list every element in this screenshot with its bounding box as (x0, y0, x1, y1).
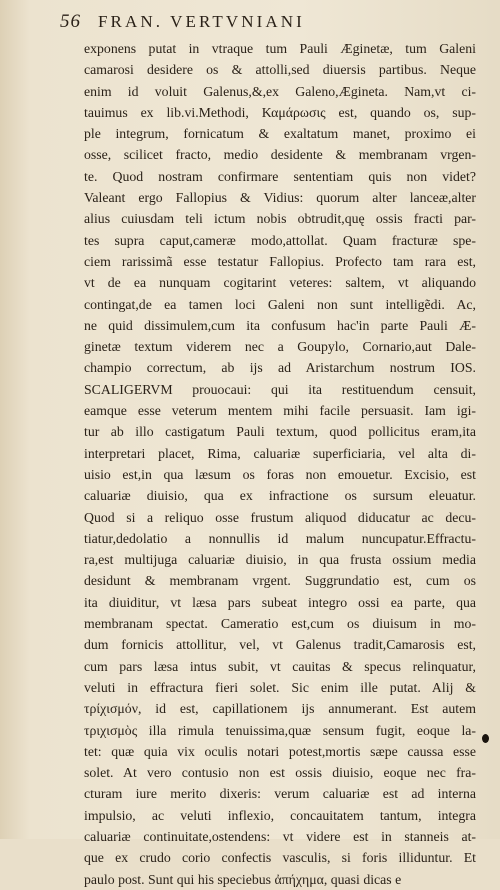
text-line: tes supra caput,cameræ modo,attollat. Quam fracturæ spe- (84, 232, 476, 248)
text-line: eamque esse veterum mentem mihi facile persuasit. Iam igi- (84, 403, 476, 419)
text-line: ginetæ textum viderem nec a Goupylo, Cornario,aut Dale- (84, 339, 476, 355)
text-line: caluariæ diuisio, qua ex infractione os sursum eleuatur. (84, 488, 476, 504)
text-line: membranam spectat. Cameratio est,cum os diuisum in mo- (84, 616, 476, 632)
text-line: tiatur,dedolatio a nonnullis id malum nuncupatur.Effractu- (84, 530, 476, 546)
text-line: ita diuiditur, vt læsa pars subeat integro ossi ea parte, qua (84, 594, 476, 610)
page-number: 56 (60, 11, 81, 32)
text-line: SCALIGERVM prouocaui: qui ita restituendum censuit, (84, 381, 476, 397)
running-title: FRAN. VERTVNIANI (98, 12, 305, 31)
text-line: tur ab illo castigatum Pauli textum, quod pollicitus eram,ita (84, 424, 476, 440)
text-line: osse, scilicet fracto, medio desidente & membranam vrgen- (84, 147, 476, 163)
text-line: ne quid dissimulem,cum ita confusum hac'in parte Pauli Æ- (84, 317, 476, 333)
text-line: cum pars læsa intus subit, vt cauitas & specus relinquatur, (84, 658, 476, 674)
text-line: enim id voluit Galenus,&,ex Galeno,Ægineta. Nam,vt ci- (84, 83, 476, 99)
text-line: cturam iure merito dixeris: verum caluariæ est ad interna (84, 786, 476, 802)
text-line: caluariæ continuitate,ostendens: vt videre est in stanneis at- (84, 828, 476, 844)
text-line: dum fornicis attollitur, vel, vt Galenus tradit,Camarosis est, (84, 637, 476, 653)
marginal-ink-mark (482, 734, 489, 743)
text-line: veluti in effractura fieri solet. Sic enim ille putat. Alij & (84, 679, 476, 695)
text-line: que ex crudo corio confectis vasculis, si foris illiduntur. Et (84, 850, 476, 866)
text-line: solet. At vero contusio non est ossis diuisio, eoque nec fra- (84, 765, 476, 781)
text-line: τριχισμὸς illa rimula tenuissima,quæ sensum fugit, eoque la- (84, 722, 476, 738)
text-line: paulo post. Sunt qui his speciebus ἀπήχημα, quasi dicas e (84, 871, 402, 887)
page-header (60, 11, 480, 35)
body-text (84, 38, 476, 890)
text-line: exponens putat in vtraque tum Pauli Æginetæ, tum Galeni (84, 41, 476, 56)
text-line: tet: quæ quia vix oculis notari potest,mortis sæpe caussa esse (84, 743, 476, 759)
text-line: τρίχισμόν, id est, capillationem ijs annumerant. Est autem (84, 701, 476, 717)
text-line: desidunt & membranam vrgent. Suggrundatio est, cum os (84, 573, 476, 589)
text-line: ra,est multijuga caluariæ diuisio, in qua frusta ossium media (84, 552, 476, 568)
text-line: ple integrum, fornicatum & exaltatum manet, proximo ei (84, 126, 476, 142)
text-line: champio correctum, ab ijs ad Aristarchum nostrum IOS. (84, 360, 476, 376)
text-line: alius cuiusdam teli ictum nobis obtrudit,quę ossis fracti par- (84, 211, 476, 227)
text-line: ciem rarissimã esse testatur Fallopius. Profecto tam rara est, (84, 253, 476, 269)
text-line: Valeant ergo Fallopius & Vidius: quorum alter lanceæ,alter (84, 190, 476, 206)
text-line: impulsio, ac veluti inflexio, concauitatem tantum, integra (84, 807, 476, 823)
text-line: tauimus ex lib.vi.Methodi, Καμάρωσις est, quando os, sup- (84, 104, 476, 120)
text-line: interpretari placet, Rima, caluariæ superficiaria, vel alta di- (84, 445, 476, 461)
text-line: vt de ea nunquam cogitarint veteres: saltem, vt aliquando (84, 275, 476, 291)
text-line: uisio est,in qua læsum os foras non emouetur. Excisio, est (84, 466, 476, 482)
text-line: camarosi desidere os & attolli,sed diuersis partibus. Neque (84, 62, 476, 78)
text-line: Quod si a reliquo osse frustum aliquod diducatur ac decu- (84, 509, 476, 525)
text-line: te. Quod nostram confirmare sententiam quis non videt? (84, 168, 476, 184)
text-line: contingat,de ea tamen loci Galeni non sunt intelligẽdi. Ac, (84, 296, 476, 312)
